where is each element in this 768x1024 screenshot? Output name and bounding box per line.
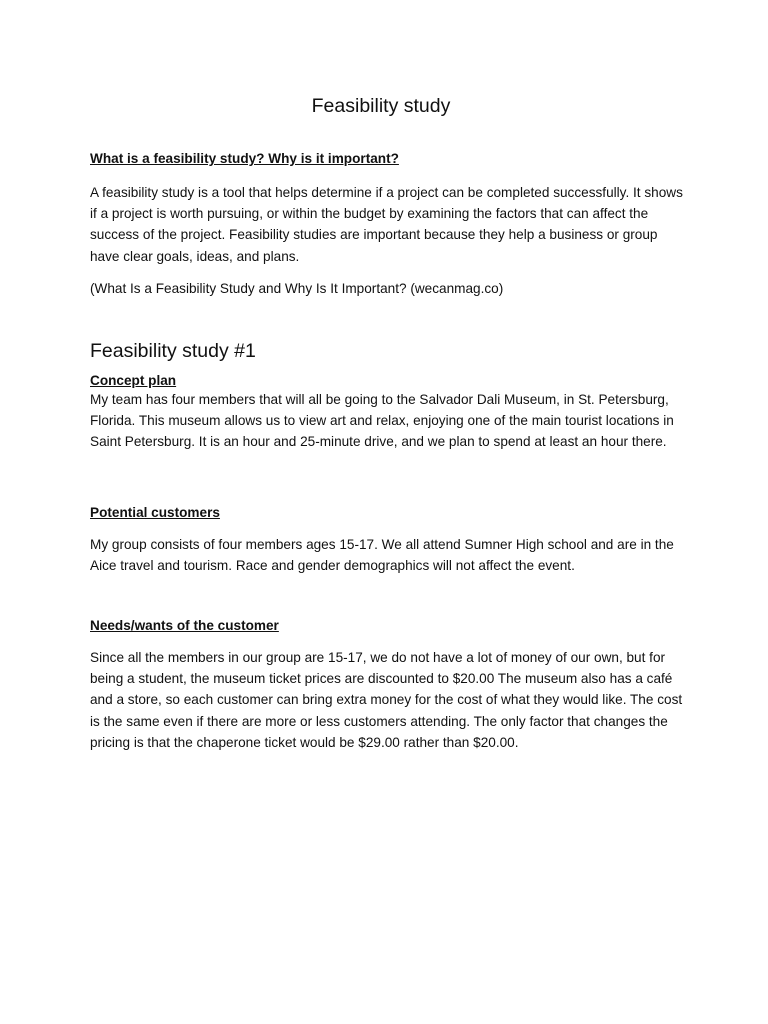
potential-customers-paragraph: My group consists of four members ages 15-17. We all attend Sumner High school and are in the Aice travel and tourism. Race and gender demographics will not affect the event. bbox=[90, 537, 674, 574]
concept-plan-paragraph: My team has four members that will all be going to the Salvador Dali Museum, in St. Petersburg, Florida. This museum allows us to view art and relax, enjoying one of the main tourist locations in Saint Petersburg. It is an hour and 25-minute drive, and we plan to spend at least an hour there. bbox=[90, 392, 674, 450]
potential-customers-heading: Potential customers bbox=[90, 505, 220, 520]
citation-text: (What Is a Feasibility Study and Why Is It Important? (wecanmag.co) bbox=[90, 281, 504, 296]
document-title: Feasibility study bbox=[311, 95, 451, 117]
section-heading: Feasibility study #1 bbox=[90, 340, 256, 362]
question-heading: What is a feasibility study? Why is it important? bbox=[90, 151, 399, 166]
concept-plan-heading: Concept plan bbox=[90, 373, 177, 388]
customer-needs-heading: Needs/wants of the customer bbox=[90, 618, 279, 633]
definition-paragraph: A feasibility study is a tool that helps determine if a project can be completed successfully. It shows if a project is worth pursuing, or within the budget by examining the factors that can affect the success of the project. Feasibility studies are important because they help a business or group have clear goals, ideas, and plans. bbox=[90, 185, 683, 264]
customer-needs-paragraph: Since all the members in our group are 15-17, we do not have a lot of money of our own, but for being a student, the museum ticket prices are discounted to $20.00 The museum also has a café and a store, so each customer can bring extra money for the cost of what they would like. The cost is the same even if there are more or less customers attending. The only factor that changes the pricing is that the chaperone ticket would be $29.00 rather than $20.00. bbox=[90, 650, 683, 750]
